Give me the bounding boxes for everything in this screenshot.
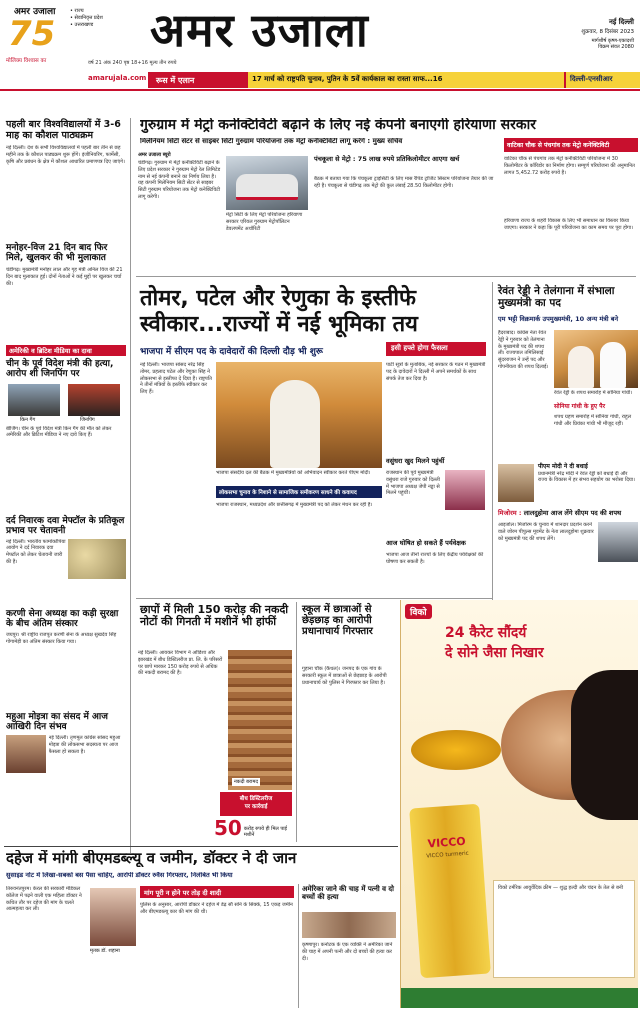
right-top-body-2: हरियाणा राज्य के शहरी विकास के लिए भी समाधान का विस्तार किया जाएगा। सरकार ने कहा कि पूरी परियोजना का काम समय पर पूरा होगा।	[504, 218, 634, 231]
vicco-tube	[409, 804, 491, 978]
bottom-side-head[interactable]: अमेरिका जाने की चाह में पत्नी व दो बच्चों की हत्या	[302, 885, 394, 901]
left-body-2: चंडीगढ़। मुख्यमंत्री मनोहर लाल और गृह मंत्री अनिल विज की 21 दिन बाद मुलाकात हुई। दोनों नेताओं ने कई मुद्दों पर खुलकर चर्चा की।	[6, 267, 123, 287]
top-story-subhead[interactable]: मिलेनियम सिटी सेंटर से साइबर सिटी गुरुग्राम परियोजना तक मेट्रो कनेक्टिविटी लागू करेंगे : मुख्य सचिव	[140, 138, 403, 145]
banner-right-text: दिल्ली-एनसीआर	[570, 75, 613, 83]
cash-body: नई दिल्ली। आयकर विभाग ने ओडिशा और झारखंड में बौध डिस्टिलरीज प्रा. लि. के परिसरों पर छापे मारकर 150 करोड़ रुपये से अधिक की नकदी बरामद की है।	[138, 650, 223, 677]
edition-item: • सेवानिवृत्त प्रदेश	[70, 15, 103, 21]
logo-badge	[6, 4, 68, 66]
revanth-sub[interactable]: एम भट्टी विक्रमार्क उपमुख्यमंत्री, 10 अन्य मंत्री बने	[498, 315, 619, 323]
lead-sub	[140, 344, 366, 357]
photo-dr-shahana-caption: मृतक डॉ. शहाना	[90, 948, 120, 954]
edition-list	[70, 8, 130, 29]
pills-photo	[68, 539, 126, 579]
vicco-line1: 24 कैरेट सौंदर्य	[445, 625, 527, 641]
vikram-samvat: विक्रम संवत 2080	[598, 44, 634, 50]
right-top-body: वाटिका चौक से पंचगांव तक मेट्रो कनेक्टिविटी परियोजना में 30 किलोमीटर के कॉरिडोर का निर्माण होगा। सम्पूर्ण परियोजना की अनुमानित लागत 5,452.72 करोड़ रुपये है।	[504, 156, 635, 176]
school-body: गुहाना चौक (कैथल)। जनपद के एक गांव के सरकारी स्कूल में छात्राओं से छेड़छाड़ के आरोपी प्रधानाचार्य को पुलिस ने गिरफ्तार कर लिया है।	[302, 666, 387, 686]
bottom-quote-box	[140, 886, 294, 898]
lead-side-tag	[386, 342, 486, 356]
bottom-side-body: कृष्णापुर। कर्नाटक के एक व्यक्ति ने अमेरिका जाने की चाह में अपनी पत्नी और दो बच्चों की हत्या कर दी।	[302, 942, 393, 962]
lead-body-1: नई दिल्ली। भाजपा सांसद नरेंद्र सिंह तोमर, प्रहलाद पटेल और रेणुका सिंह ने लोकसभा से इस्तीफा दे दिया है। राष्ट्रपति ने तीनों मंत्रियों के इस्तीफे स्वीकार कर लिए हैं।	[140, 362, 212, 395]
vote-tag[interactable]: पीएम मोदी ने दी बधाई	[538, 463, 588, 470]
top-story-byline: अमर उजाला ब्यूरो	[138, 152, 171, 158]
left-column	[6, 120, 126, 860]
vasundhara-body: राजस्थान की पूर्व मुख्यमंत्री वसुंधरा राजे गुरुवार को दिल्ली में भाजपा अध्यक्ष जेपी नड्डा से मिलने पहुंचीं।	[386, 470, 440, 497]
vasundhara-head[interactable]: वसुंधरा खुद मिलने पहुंचीं	[386, 457, 445, 465]
left-headline-1[interactable]: पहली बार विश्वविद्यालयों में 3-6 माह का कौशल पाठ्यक्रम	[6, 119, 121, 141]
model-hair	[571, 670, 638, 820]
vicco-brand: विको	[405, 604, 432, 619]
cash-badge-line2: पर कार्रवाई	[244, 804, 268, 810]
bottom-body-1: तिरुवनंतपुरम। केरल की सरकारी मेडिकल कॉलेज में पढ़ने वाली एक महिला डॉक्टर ने कथित तौर पर दहेज की मांग के चलते आत्महत्या कर ली।	[6, 886, 82, 913]
vote-body: प्रधानमंत्री नरेंद्र मोदी ने रेवंत रेड्डी को बधाई दी और राज्य के विकास में हर संभव सहयोग का भरोसा दिया।	[538, 470, 635, 484]
left-body-3: बीजिंग। चीन के पूर्व विदेश मंत्री किन गैंग की मौत को लेकर अमेरिकी और ब्रिटिश मीडिया ने नए दावे किए हैं।	[6, 425, 112, 439]
cash-photo	[228, 650, 292, 790]
sonia-figure	[568, 346, 594, 388]
mizoram-body: आइजोल। मिजोरम के चुनाव में शानदार प्रदर्शन करने वाले जोरम पीपुल्स मूवमेंट के नेता लालदुहोमा शुक्रवार को मुख्यमंत्री पद की शपथ लेंगे।	[498, 522, 594, 542]
panchang: मार्गशीर्ष कृष्ण-एकादशी	[591, 38, 634, 44]
left-body-6: नई दिल्ली। तृणमूल कांग्रेस सांसद महुआ मोइत्रा की लोकसभा सदस्यता पर आज फैसला हो सकता है।	[48, 735, 121, 755]
date: शुक्रवार, 8 दिसंबर 2023	[581, 29, 634, 35]
edition-item: • उत्तराखण्ड	[70, 22, 94, 28]
edition-item: • राज्य	[70, 8, 84, 14]
left-row-4	[6, 539, 126, 603]
modi-photo-caption: भाजपा संसदीय दल की बैठक में मुख्यमंत्रियों को अभिवादन स्वीकार करते पीएम मोदी।	[216, 470, 371, 476]
tagline: मोलिक्य विश्वास का	[6, 58, 47, 64]
brand-small: अमर उजाला	[14, 7, 56, 17]
observer-body: भाजपा आज तीनों राज्यों के लिए केंद्रीय पर्यवेक्षकों की घोषणा कर सकती है।	[386, 552, 484, 565]
cash-stat	[214, 818, 294, 838]
bottom-rule	[4, 846, 398, 847]
cash-stat-label: करोड़ रुपये ही मिल पाई मशीनें	[243, 826, 288, 838]
photo-vasundhara	[445, 470, 485, 510]
vicco-bottom-bar	[401, 988, 638, 1008]
observer-head[interactable]: आज घोषित हो सकते हैं पर्यवेक्षक	[386, 539, 466, 547]
caption-xi: जिनपिंग	[80, 416, 95, 423]
revanth-vote-row	[498, 464, 638, 504]
vicco-footer-box	[493, 880, 635, 978]
mizoram-line[interactable]	[498, 508, 638, 517]
photo-family	[302, 912, 396, 938]
right-top-tag	[504, 138, 638, 152]
turmeric-bowl	[411, 730, 501, 770]
left-photos-3	[6, 384, 126, 424]
cash-badge-line1: बौध डिस्टिलरीज	[239, 796, 273, 802]
left-tag-3-text: अमेरिकी व ब्रिटिश मीडिया का दावा	[9, 347, 92, 356]
vicco-tube-product: VICCO turmeric	[426, 850, 469, 860]
revanth-headline[interactable]: रेवंत रेड्डी ने तेलंगाना में संभाला मुख्यमंत्री का पद	[498, 285, 615, 309]
bottom-sub[interactable]: सुसाइड नोट में लिखा-सबको बस पैसा चाहिए, आरोपी डॉक्टर रुवैस गिरफ्तार, निलंबित भी किया	[6, 872, 233, 879]
left-headline-5[interactable]: करणी सेना अध्यक्ष का कड़ी सुरक्षा के बीच अंतिम संस्कार	[6, 608, 119, 629]
right-top-tag-text: वाटिका चौक से पंचगांव तक मेट्रो कनेक्टिविटी	[507, 142, 610, 149]
left-row-6	[6, 735, 126, 795]
revanth-photo	[554, 330, 638, 388]
logo-75: 75	[8, 14, 56, 54]
date-block	[548, 18, 634, 50]
left-headline-3[interactable]: चीन के पूर्व विदेश मंत्री की हत्या, आरोप शी जिनपिंग पर	[6, 359, 114, 380]
top-story-sub2[interactable]: पंचकूला से मेट्रो : 75 लाख रुपये प्रतिकिलोमीटर आएगा खर्च	[314, 155, 460, 163]
revanth-photo-caption: रेवंत रेड्डी के शपथ समारोह में सोनिया गांधी।	[554, 390, 633, 396]
revanth-figure	[600, 342, 626, 388]
mid-divider	[296, 602, 297, 842]
metro-photo	[226, 156, 308, 210]
banner-tag	[148, 72, 248, 88]
top-story-body-1: चंडीगढ़। गुरुग्राम में मेट्रो कनेक्टिविटी बढ़ाने के लिए प्रदेश सरकार ने गुरुग्राम मेट्रो रेल लिमिटेड नाम से नई कंपनी बनाने का निर्णय लिया है। यह कंपनी मिलेनियम सिटी सेंटर से साइबर सिटी गुरुग्राम परियोजना तक मेट्रो कनेक्टिविटी लागू करेगी।	[138, 160, 221, 200]
lead-body-3: भाजपा राजस्थान, मध्यप्रदेश और छत्तीसगढ़ में मुख्यमंत्री पद को लेकर मंथन कर रही है।	[216, 502, 373, 508]
left-body-4: नई दिल्ली। भारतीय फार्माकोपिया आयोग ने दर्द निवारक दवा मेफ्टॉल को लेकर चेतावनी जारी की है।	[6, 538, 66, 565]
left-tag-3	[6, 345, 126, 356]
metro-train-shape	[236, 174, 298, 200]
bottom-divider	[298, 884, 299, 1008]
banner-tag-text: रूस में एलान	[156, 76, 195, 85]
left-headline-2[interactable]: मनोहर-विज 21 दिन बाद फिर मिले, खुलकर की भी मुलाकात	[6, 243, 108, 264]
lead-side-tag-text: इसी हफ्ते होगा फैसला	[391, 344, 448, 352]
city: नई दिल्ली	[608, 18, 634, 26]
vicco-ad[interactable]	[400, 600, 638, 1008]
mizoram-headline: लालदुहोमा आज लेंगे सीएम पद की शपथ	[523, 509, 622, 517]
metro-photo-caption: मेट्रो सिटी के लिए मेट्रो परियोजना हरियाणा सरकार एरियल गुरुग्राम मेट्रोपॉलिटन डेवलपमेंट अथॉरिटी	[226, 212, 303, 232]
revanth-body: हैदराबाद। कांग्रेस नेता रेवंत रेड्डी ने गुरुवार को तेलंगाना के मुख्यमंत्री पद की शपथ ली। राज्यपाल तमिलिसाई सुंदरराजन ने उन्हें पद और गोपनीयता की शपथ दिलाई।	[498, 330, 549, 370]
revanth-tag-2[interactable]: सोनिया गांधी के हुए पैर	[554, 403, 606, 410]
lead-sub-small	[216, 486, 382, 498]
mizoram-row	[498, 522, 638, 596]
top-story-headline[interactable]: गुरुग्राम में मेट्रो कनेक्टिविटी बढ़ाने के लिए नई कंपनी बनाएगी हरियाणा सरकार	[140, 118, 536, 133]
banner-main-text: 17 मार्च को राष्ट्रपति चुनाव, पुतिन के 5वें कार्यकाल का रास्ता साफ...16	[252, 75, 443, 83]
bottom-quote-body: पुलिस के अनुसार, आरोपी डॉक्टर ने दहेज में डेढ़ सौ सोने के सिक्के, 15 एकड़ जमीन और बीएमडब्ल्यू कार की मांग की थी।	[140, 902, 293, 915]
school-headline[interactable]: स्कूल में छात्राओं से छेड़छाड़ का आरोपी प्रधानाचार्य गिरफ्तार	[302, 604, 373, 638]
top-story-body-2: बैठक में बताया गया कि पंचकूला ट्राइसिटी के लिए मास रैपिड ट्रांजिट सिस्टम परियोजना तैयार की जा रही है। पंचकूला से चंडीगढ़ तक मेट्रो की कुल लंबाई 28.50 किलोमीटर होगी।	[314, 176, 494, 189]
left-headline-6[interactable]: महुआ मोइत्रा का संसद में आज आखिरी दिन संभव	[6, 711, 108, 732]
bottom-headline[interactable]: दहेज में मांगी बीएमडब्ल्यू व जमीन, डॉक्टर ने दी जान	[6, 850, 297, 867]
photo-dr-shahana	[90, 888, 136, 946]
mizoram-tag: मिजोरम :	[498, 509, 522, 517]
photo-mahua	[6, 735, 46, 773]
vicco-tube-label: VICCO	[427, 834, 467, 851]
cash-headline[interactable]: छापों में मिली 150 करोड़ की नकदी नोटों की गिनती में मशीनें भी हांफीं	[140, 603, 289, 629]
cash-stat-num: 50	[214, 816, 242, 840]
left-headline-4[interactable]: दर्द निवारक दवा मेफ्टॉल के प्रतिकूल प्रभाव पर चेतावनी	[6, 515, 125, 536]
issue-meta: वर्ष 21 अंक 240 पृष्ठ 18+16 मूल्य तीन रुपये	[88, 60, 177, 66]
photo-qin-gang	[8, 384, 60, 416]
modi-figure	[270, 380, 320, 468]
banner-strip	[0, 72, 640, 88]
left-body-1: नई दिल्ली। देश के सभी विश्वविद्यालयों में पहली बार तीन से छह महीने तक के कौशल पाठ्यक्रम शुरू होंगे। इंजीनियरिंग, फार्मेसी, कृषि और प्रबंधन के क्षेत्र में कौशल आधारित प्रमाणपत्र दिए जाएंगे।	[6, 145, 125, 165]
photo-lalduhoma	[598, 522, 638, 562]
masthead	[0, 0, 640, 72]
photo-xi-jinping	[68, 384, 120, 416]
lead-sub-small-text: लोकसभा चुनाव के निशाने से सामाजिक समीकरण साधने की कवायद	[219, 490, 357, 496]
lead-body-2: पार्टी सूत्रों के मुताबिक, नई सरकार के गठन में मुख्यमंत्री पद के दावेदारों ने दिल्ली में अपने समर्थकों के साथ संपर्क तेज कर दिया है।	[386, 362, 486, 382]
lead-headline[interactable]: तोमर, पटेल और रेणुका के इस्तीफे स्वीकार...राज्यों में नई भूमिका तय	[140, 286, 418, 337]
bottom-quote: मांग पूरी न होने पर तोड़ दी शादी	[144, 888, 222, 897]
lead-rule	[136, 598, 492, 599]
vasundhara-row	[386, 470, 486, 532]
cash-photo-tag-text: नकदी बरामद	[234, 779, 258, 785]
revanth-body-2: शपथ ग्रहण समारोह में सोनिया गांधी, राहुल गांधी और प्रियंका गांधी भी मौजूद रहीं।	[554, 414, 632, 427]
vicco-footer: विको टर्मरिक आयुर्वेदिक क्रीम — शुद्ध हल्दी और चंदन के तेल से बनी	[498, 885, 623, 891]
masthead-rule	[0, 89, 640, 91]
left-body-5: जयपुर। श्री राष्ट्रीय राजपूत करणी सेना के अध्यक्ष सुखदेव सिंह गोगामेड़ी का अंतिम संस्कार किया गया।	[6, 631, 117, 645]
cash-photo-tag	[232, 778, 260, 786]
caption-qin-gang: किन गैंग	[20, 416, 36, 423]
photo-modi-wish	[498, 464, 534, 502]
modi-photo	[216, 362, 382, 468]
cash-badge	[220, 792, 292, 816]
right-divider	[492, 282, 493, 600]
lead-sub-text: भाजपा में सीएम पद के दावेदारों की दिल्ली दौड़ भी शुरू	[140, 347, 323, 357]
left-divider	[130, 118, 131, 853]
vicco-line2: दे सोने जैसा निखार	[445, 645, 544, 661]
banner-right[interactable]	[564, 72, 640, 88]
site-link[interactable]: amarujala.com	[88, 74, 147, 82]
vote-text-block	[538, 464, 638, 504]
top-story-rule	[136, 276, 636, 277]
banner-main[interactable]	[248, 72, 564, 88]
masthead-title: अमर उजाला	[150, 3, 369, 57]
